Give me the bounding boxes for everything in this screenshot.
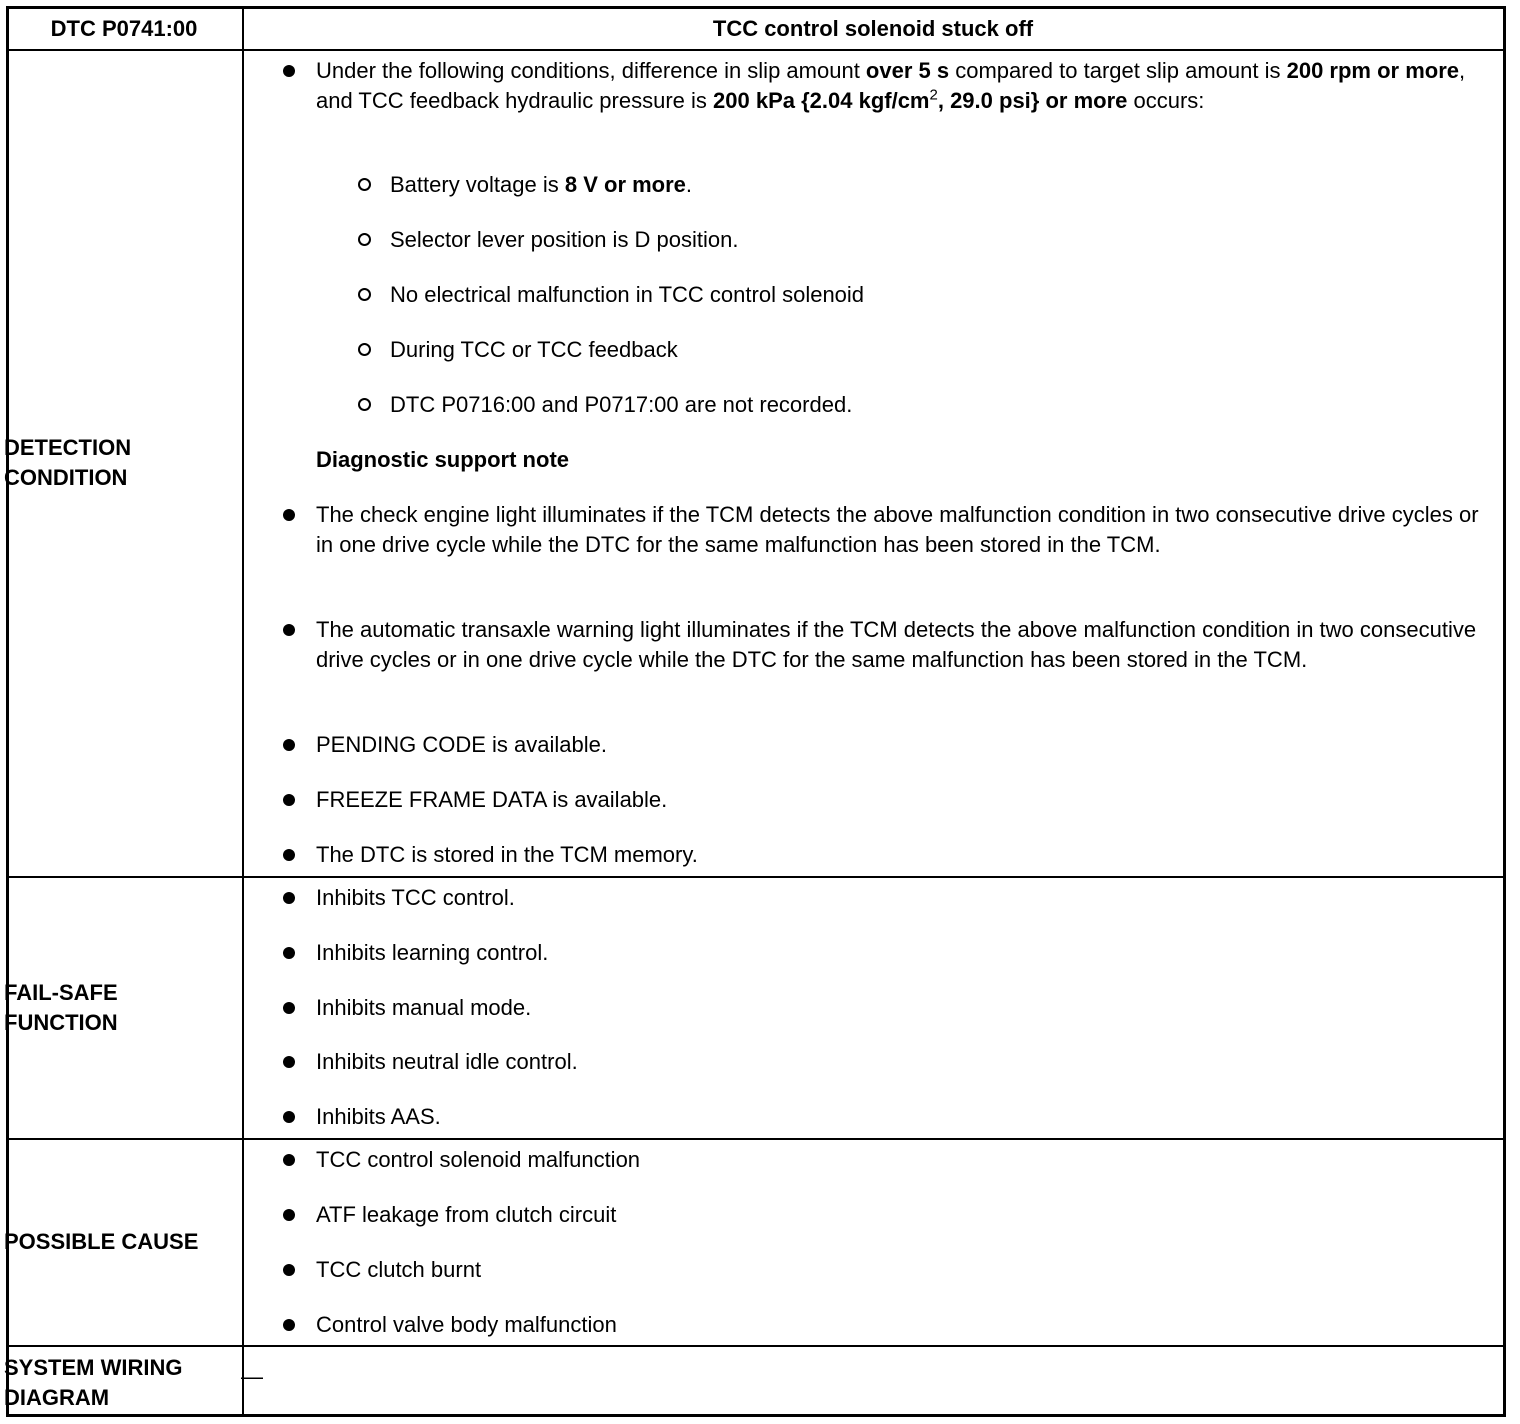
fail-safe-function-label: FAIL-SAFE FUNCTION <box>4 980 118 1035</box>
bullet-icon <box>283 794 295 806</box>
bullet-icon <box>283 509 295 521</box>
bullet-icon <box>283 65 295 77</box>
dtc-code: DTC P0741:00 <box>50 16 198 41</box>
row-divider <box>9 876 1503 878</box>
bullet-icon <box>283 1264 295 1276</box>
bullet-icon <box>283 624 295 636</box>
bullet-icon <box>283 892 295 904</box>
detection-condition-label: DETECTION CONDITION <box>4 435 132 490</box>
hollow-bullet-icon <box>358 233 371 246</box>
bullet-icon <box>283 1111 295 1123</box>
bullet-icon <box>283 739 295 751</box>
row-divider <box>9 1345 1503 1347</box>
hollow-bullet-icon <box>358 343 371 356</box>
bullet-icon <box>283 1154 295 1166</box>
bullet-icon <box>283 1319 295 1331</box>
bullet-icon <box>283 947 295 959</box>
system-wiring-diagram-value: — <box>241 1364 263 1389</box>
hollow-bullet-icon <box>358 288 371 301</box>
dtc-title: TCC control solenoid stuck off <box>712 16 1034 41</box>
bullet-icon <box>283 849 295 861</box>
hollow-bullet-icon <box>358 178 371 191</box>
bullet-icon <box>283 1209 295 1221</box>
hollow-bullet-icon <box>358 398 371 411</box>
system-wiring-diagram-label: SYSTEM WIRING DIAGRAM <box>4 1355 183 1410</box>
detection-main-text: Under the following conditions, difference in slip amount over 5 s compared to target slip amount is 200 rpm or more, and TCC feedback hydraulic pressure is 200 kPa {2.04 kgf/$cm^2$, 29.0 psi} or more occurs: <box>316 58 1466 113</box>
column-divider <box>242 9 244 1414</box>
possible-cause-label: POSSIBLE CAUSE <box>4 1229 199 1254</box>
bullet-icon <box>283 1056 295 1068</box>
bullet-icon <box>283 1002 295 1014</box>
row-divider <box>9 49 1503 51</box>
diagnostic-support-note-heading: Diagnostic support note <box>316 447 569 472</box>
row-divider <box>9 1138 1503 1140</box>
